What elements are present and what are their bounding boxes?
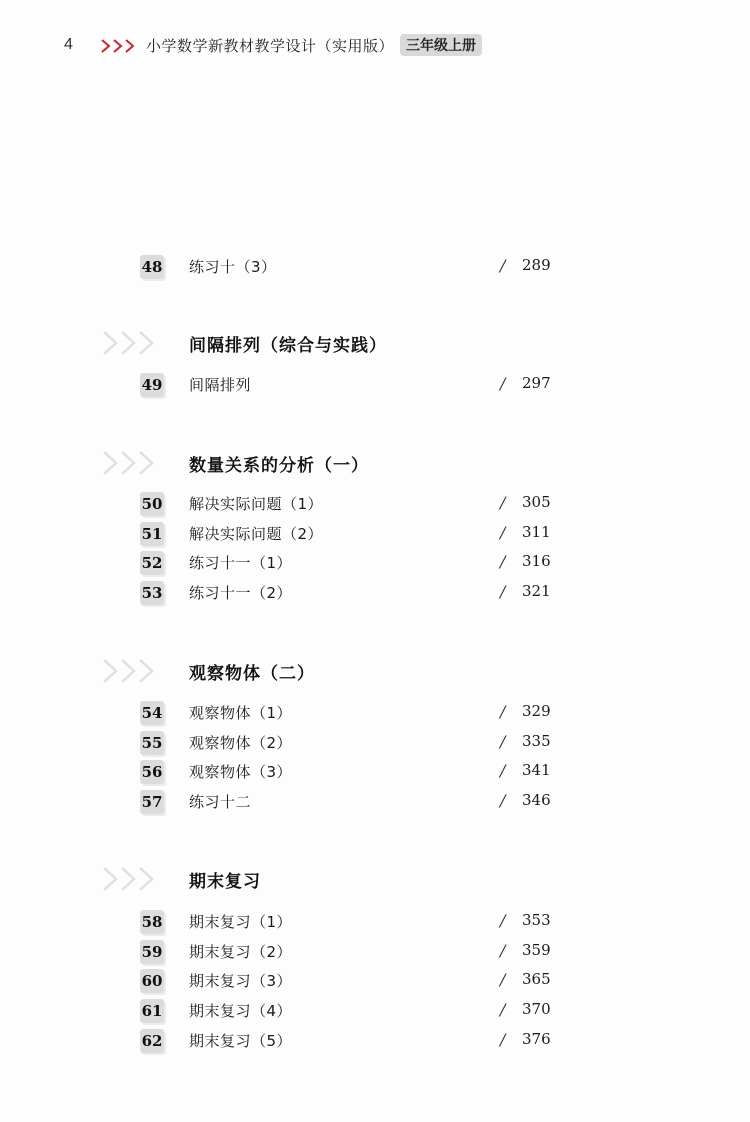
header-chevron-icon xyxy=(100,36,138,56)
lesson-page-number: 311 xyxy=(522,522,551,541)
toc-entry[interactable] xyxy=(0,521,750,547)
toc-entry[interactable] xyxy=(0,491,750,517)
toc-entry[interactable] xyxy=(0,1028,750,1054)
lesson-page-number: 335 xyxy=(522,731,551,750)
lesson-title: 练习十一（2） xyxy=(189,584,293,603)
page-separator: / xyxy=(500,761,506,781)
section-title: 间隔排列（综合与实践） xyxy=(189,336,387,356)
lesson-page-number: 359 xyxy=(522,940,551,959)
lesson-page-number: 289 xyxy=(522,256,551,274)
section-title: 数量关系的分析（一） xyxy=(189,456,369,476)
page-separator: / xyxy=(500,1029,506,1049)
toc-entry[interactable] xyxy=(0,372,750,398)
lesson-page-number: 329 xyxy=(522,702,551,720)
toc-entry[interactable] xyxy=(0,968,750,994)
lesson-number: 56 xyxy=(140,760,164,784)
lesson-title: 练习十一（1） xyxy=(189,554,293,573)
lesson-page-number: 370 xyxy=(522,1000,551,1019)
lesson-title: 练习十（3） xyxy=(189,258,277,276)
lesson-title: 观察物体（2） xyxy=(189,733,293,752)
page-separator: / xyxy=(500,374,506,393)
page-separator: / xyxy=(500,582,506,602)
lesson-number: 58 xyxy=(140,910,164,934)
page-separator: / xyxy=(500,1000,506,1020)
lesson-page-number: 305 xyxy=(522,493,551,511)
lesson-number: 54 xyxy=(140,701,164,725)
page-separator: / xyxy=(500,940,506,960)
page-separator: / xyxy=(500,702,506,721)
lesson-number: 53 xyxy=(140,581,164,605)
lesson-title: 观察物体（3） xyxy=(189,763,293,782)
page-separator: / xyxy=(500,731,506,751)
lesson-number: 51 xyxy=(140,522,164,546)
toc-entry[interactable] xyxy=(0,700,750,726)
lesson-number: 50 xyxy=(140,492,164,516)
section-chevron-icon xyxy=(100,328,158,358)
page-separator: / xyxy=(500,791,506,811)
lesson-page-number: 297 xyxy=(522,374,551,392)
toc-entry[interactable] xyxy=(0,789,750,815)
section-chevron-icon xyxy=(100,864,158,894)
section-title: 期末复习 xyxy=(189,872,261,892)
lesson-title: 解决实际问题（2） xyxy=(189,524,324,543)
lesson-number: 60 xyxy=(140,969,164,993)
lesson-number: 48 xyxy=(140,255,164,279)
section-chevron-icon xyxy=(100,656,158,686)
section-heading xyxy=(0,654,750,688)
section-title: 观察物体（二） xyxy=(189,664,315,684)
section-heading xyxy=(0,862,750,896)
lesson-title: 期末复习（1） xyxy=(189,913,293,931)
lesson-title: 练习十二 xyxy=(189,793,252,812)
section-chevron-icon xyxy=(100,448,158,478)
toc-entry[interactable] xyxy=(0,550,750,576)
toc-entry[interactable] xyxy=(0,730,750,756)
lesson-page-number: 346 xyxy=(522,791,551,810)
lesson-title: 期末复习（3） xyxy=(189,972,293,991)
lesson-number: 49 xyxy=(140,373,164,397)
lesson-page-number: 353 xyxy=(522,911,551,929)
lesson-number: 57 xyxy=(140,790,164,814)
lesson-title: 期末复习（2） xyxy=(189,942,293,961)
toc-entry[interactable] xyxy=(0,254,750,280)
toc-entry[interactable] xyxy=(0,939,750,965)
lesson-title: 期末复习（4） xyxy=(189,1002,293,1021)
toc-entry[interactable] xyxy=(0,580,750,606)
lesson-number: 55 xyxy=(140,731,164,755)
toc-entry[interactable] xyxy=(0,909,750,935)
lesson-title: 观察物体（1） xyxy=(189,704,293,722)
lesson-number: 61 xyxy=(140,999,164,1023)
lesson-page-number: 316 xyxy=(522,552,551,571)
lesson-title: 期末复习（5） xyxy=(189,1031,293,1050)
page-separator: / xyxy=(500,552,506,572)
lesson-number: 52 xyxy=(140,551,164,575)
lesson-title: 间隔排列 xyxy=(189,376,252,394)
lesson-page-number: 321 xyxy=(522,582,551,601)
page-number: 4 xyxy=(64,36,73,53)
section-heading xyxy=(0,446,750,480)
toc-entry[interactable] xyxy=(0,759,750,785)
section-heading xyxy=(0,326,750,360)
lesson-number: 62 xyxy=(140,1029,164,1053)
page-separator: / xyxy=(500,970,506,990)
lesson-page-number: 365 xyxy=(522,970,551,989)
toc-entry[interactable] xyxy=(0,998,750,1024)
grade-badge: 三年级上册 xyxy=(400,34,482,56)
page-separator: / xyxy=(500,522,506,542)
page-separator: / xyxy=(500,911,506,930)
book-title: 小学数学新教材教学设计（实用版） xyxy=(146,37,395,55)
lesson-number: 59 xyxy=(140,940,164,964)
lesson-page-number: 341 xyxy=(522,761,551,780)
page-separator: / xyxy=(500,256,506,275)
page-header xyxy=(0,30,750,64)
page-separator: / xyxy=(500,493,506,512)
lesson-page-number: 376 xyxy=(522,1029,551,1048)
lesson-title: 解决实际问题（1） xyxy=(189,495,324,513)
